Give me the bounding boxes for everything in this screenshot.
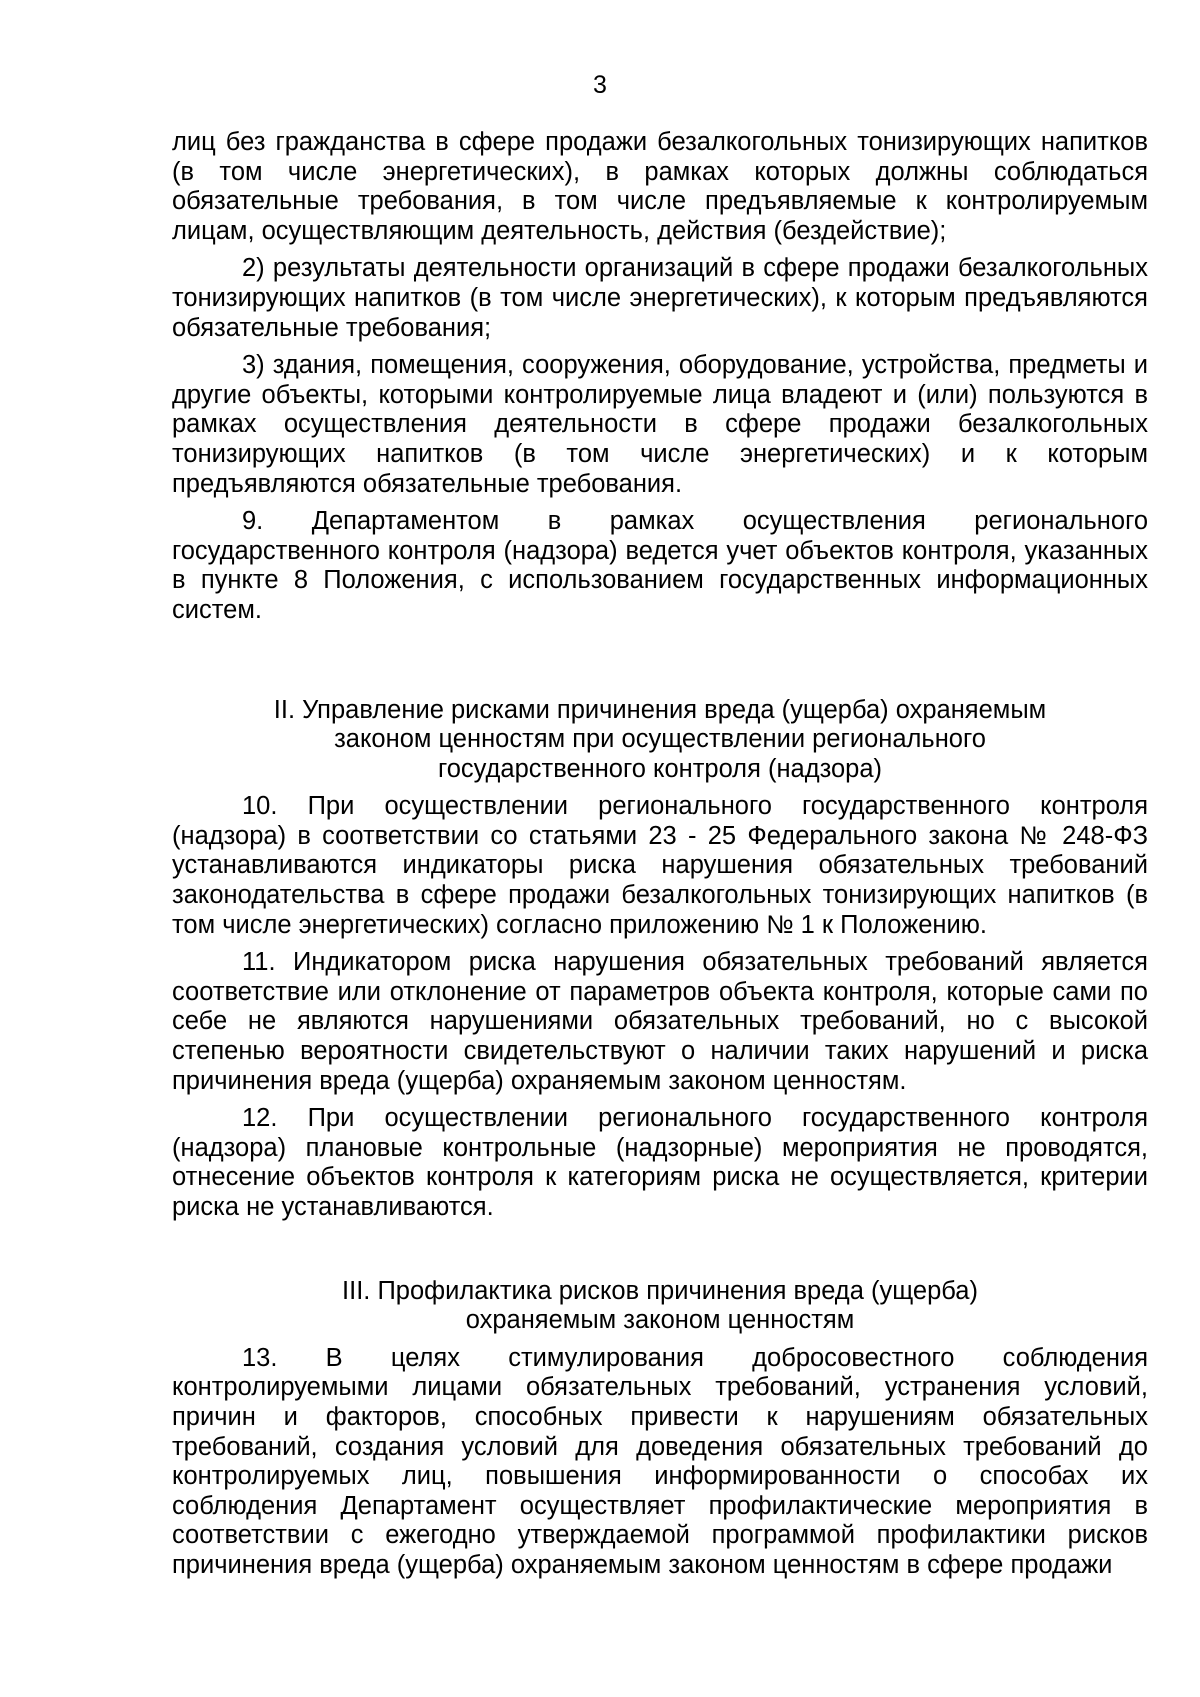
section-3-heading-line-1: III. Профилактика рисков причинения вреда (ущерба) <box>342 1276 978 1305</box>
section-2-heading <box>172 696 1148 785</box>
section-spacer <box>172 1231 1148 1277</box>
section-3-heading <box>172 1277 1148 1336</box>
paragraph-clause-13: 13. В целях стимулирования добросовестного соблюдения контролируемыми лицами обязательных требований, устранения условий, причин и факторов, способных привести к нарушениям обязательных требований, создания условий для доведения обязательных требований до контролируемых лиц, повышения информированности о способах их соблюдения Департамент осуществляет профилактические мероприятия в соответствии с ежегодно утверждаемой программой профилактики рисков причинения вреда (ущерба) охраняемым законом ценностям в сфере продажи <box>172 1343 1148 1579</box>
paragraph-clause-9: 9. Департаментом в рамках осуществления регионального государственного контроля (надзора) ведется учет объектов контроля, указанных в пункте 8 Положения, с использованием государственных информационных систем. <box>172 507 1148 624</box>
paragraph-clause-12: 12. При осуществлении регионального государственного контроля (надзора) плановые контрольные (надзорные) мероприятия не проводятся, отнесение объектов контроля к категориям риска не осуществляется, критерии риска не устанавливаются. <box>172 1104 1148 1221</box>
section-2-heading-line-3: государственного контроля (надзора) <box>437 754 883 783</box>
section-2-heading-line-2: законом ценностям при осуществлении регионального <box>334 725 986 754</box>
section-spacer <box>172 634 1148 696</box>
section-3-heading-line-2: охраняемым законом ценностям <box>465 1306 855 1335</box>
paragraph-clause-10: 10. При осуществлении регионального государственного контроля (надзора) в соответствии со статьями 23 - 25 Федерального закона № 248-ФЗ устанавливаются индикаторы риска нарушения обязательных требований законодательства в сфере продажи безалкогольных тонизирующих напитков (в том числе энергетических) согласно приложению № 1 к Положению. <box>172 792 1148 939</box>
document-body <box>172 128 1148 1589</box>
page-number: 3 <box>593 71 607 99</box>
paragraph-item-2: 2) результаты деятельности организаций в сфере продажи безалкогольных тонизирующих напитков (в том числе энергетических), к которым предъявляются обязательные требования; <box>172 254 1148 342</box>
paragraph-item-3: 3) здания, помещения, сооружения, оборудование, устройства, предметы и другие объекты, которыми контролируемые лица владеют и (или) пользуются в рамках осуществления деятельности в сфере продажи безалкогольных тонизирующих напитков (в том числе энергетических) и к которым предъявляются обязательные требования. <box>172 351 1148 498</box>
paragraph-continued: лиц без гражданства в сфере продажи безалкогольных тонизирующих напитков (в том числе энергетических), в рамках которых должны соблюдаться обязательные требования, в том числе предъявляемые к контролируемым лицам, осуществляющим деятельность, действия (бездействие); <box>172 128 1148 245</box>
section-2-heading-line-1: II. Управление рисками причинения вреда (ущерба) охраняемым <box>273 695 1047 724</box>
paragraph-clause-11: 11. Индикатором риска нарушения обязательных требований является соответствие или отклонение от параметров объекта контроля, которые сами по себе не являются нарушениями обязательных требований, но с высокой степенью вероятности свидетельствуют о наличии таких нарушений и риска причинения вреда (ущерба) охраняемым законом ценностям. <box>172 948 1148 1095</box>
